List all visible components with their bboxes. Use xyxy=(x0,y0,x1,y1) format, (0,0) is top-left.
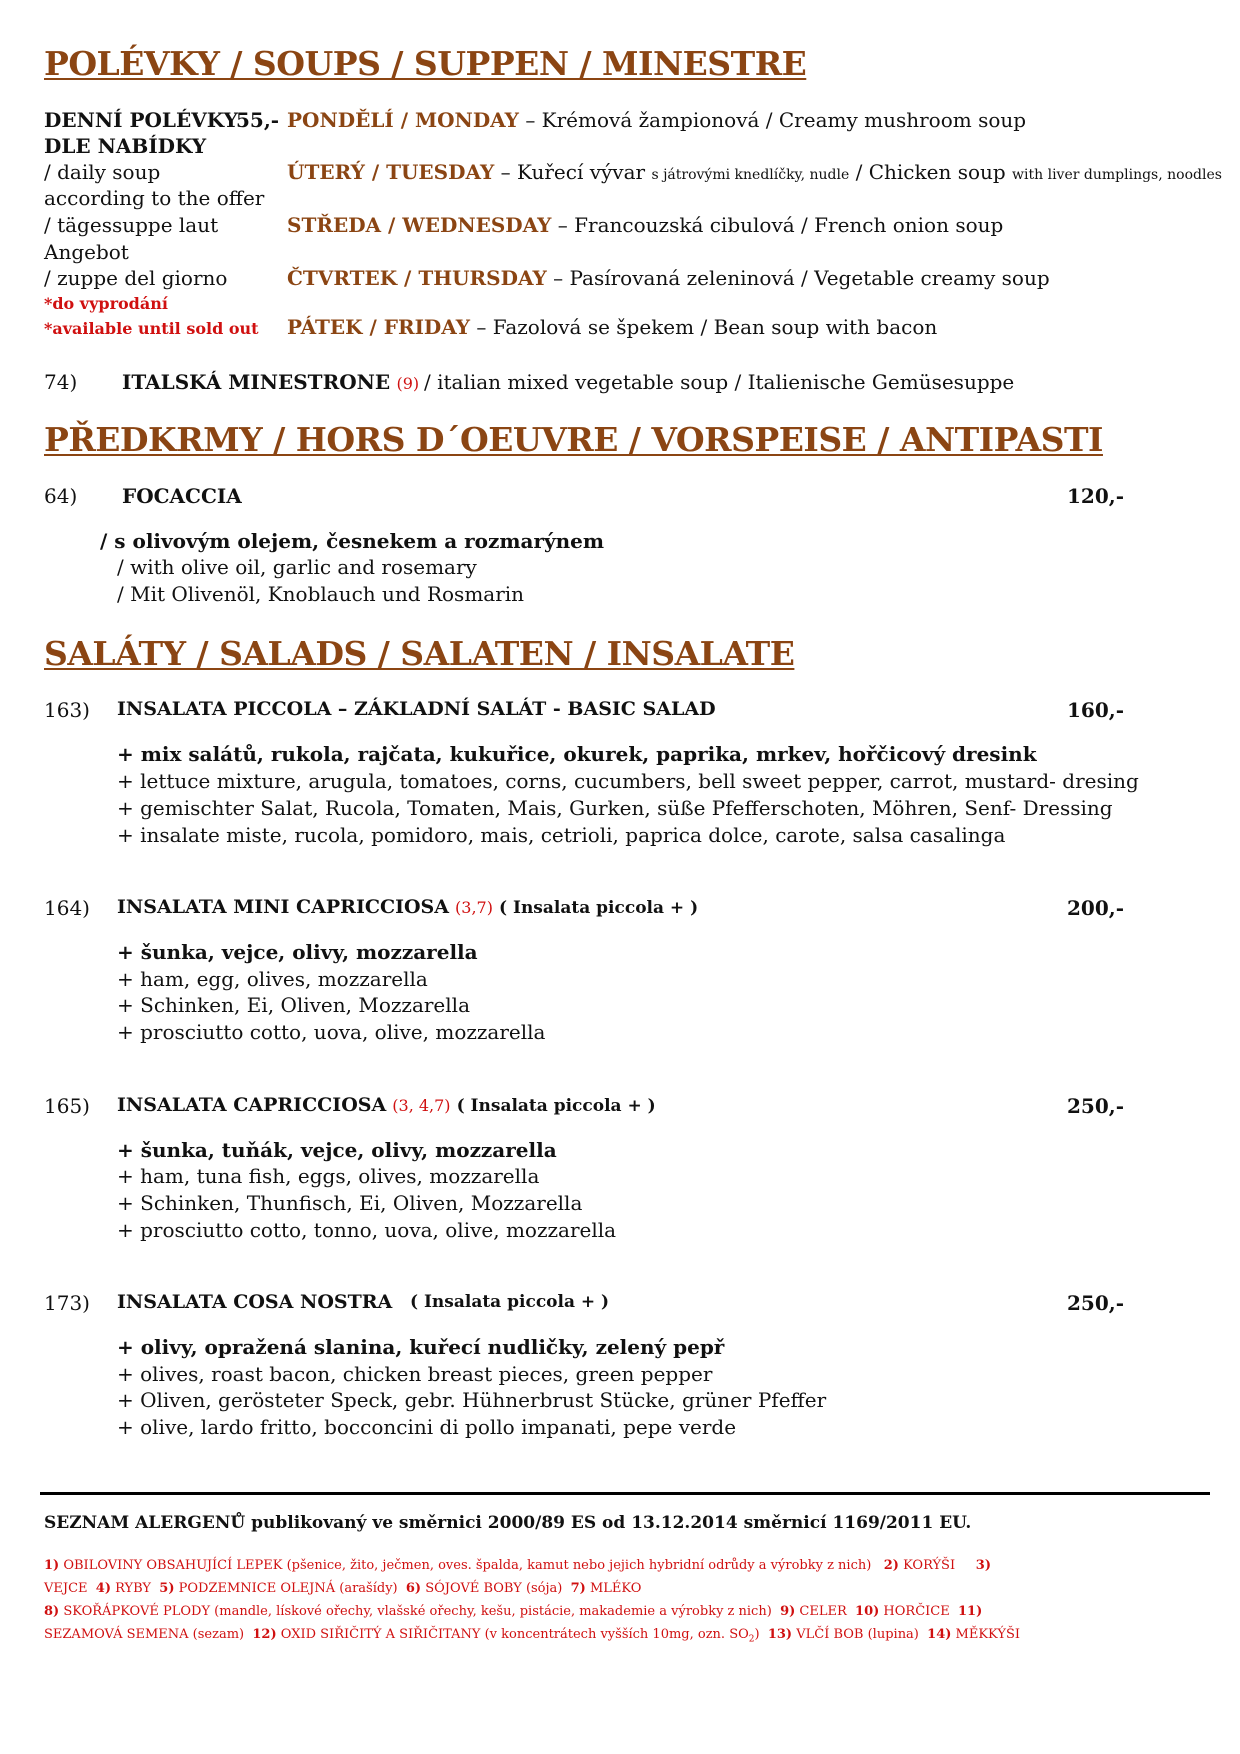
sold-out-note-cz: *do vyprodání xyxy=(44,294,168,313)
minestrone-desc: / italian mixed vegetable soup / Italienische Gemüsesuppe xyxy=(424,370,1015,394)
item-desc-line: + šunka, vejce, olivy, mozzarella xyxy=(117,940,478,964)
item-name: INSALATA PICCOLA – ZÁKLADNÍ SALÁT - BASIC SALAD xyxy=(117,698,716,720)
soup-day-wednesday: STŘEDA / WEDNESDAY – Francouzská cibulová / French onion soup xyxy=(287,213,1004,237)
soup-day-thursday: ČTVRTEK / THURSDAY – Pasírovaná zeleninová / Vegetable creamy soup xyxy=(287,266,1050,290)
item-desc-line: + ham, tuna fish, eggs, olives, mozzarella xyxy=(117,1164,540,1188)
daily-soup-price: 55,- xyxy=(236,108,280,132)
daily-soup-desc-line: according to the offer xyxy=(44,186,265,210)
item-name: INSALATA CAPRICCIOSA (3, 4,7) ( Insalata piccola + ) xyxy=(117,1094,656,1116)
daily-soup-title2: DLE NABÍDKY xyxy=(44,134,207,158)
item-price: 200,- xyxy=(1066,896,1124,920)
daily-soup-desc-line: / zuppe del giorno xyxy=(44,266,228,290)
item-name: FOCACCIA xyxy=(122,484,242,508)
item-name: INSALATA COSA NOSTRA xyxy=(117,1291,393,1313)
item-desc-line: + olives, roast bacon, chicken breast pieces, green pepper xyxy=(117,1362,713,1386)
item-desc-line: + olive, lardo fritto, bocconcini di pollo impanati, pepe verde xyxy=(117,1415,737,1439)
item-desc-line: + šunka, tuňák, vejce, olivy, mozzarella xyxy=(117,1138,557,1162)
soups-heading: POLÉVKY / SOUPS / SUPPEN / MINESTRE xyxy=(44,44,807,83)
item-desc-line: + insalate miste, rucola, pomidoro, mais, cetrioli, paprica dolce, carote, salsa casalinga xyxy=(117,823,1006,847)
item-number: 164) xyxy=(44,896,90,920)
minestrone-name: ITALSKÁ MINESTRONE (9) xyxy=(122,370,420,394)
item-desc-line: + prosciutto cotto, uova, olive, mozzarella xyxy=(117,1020,546,1044)
daily-soup-desc-line: / tägessuppe laut xyxy=(44,213,219,237)
item-desc-line: + mix salátů, rukola, rajčata, kukuřice, okurek, paprika, mrkev, hořčicový dresink xyxy=(117,742,1037,766)
allergen-line: VEJCE 4) RYBY 5) PODZEMNICE OLEJNÁ (arašídy) 6) SÓJOVÉ BOBY (sója) 7) MLÉKO xyxy=(44,1581,642,1596)
daily-soup-desc-line: / daily soup xyxy=(44,160,161,184)
item-price: 160,- xyxy=(1066,698,1124,722)
salads-heading: SALÁTY / SALADS / SALATEN / INSALATE xyxy=(44,634,795,673)
item-desc-line: + Schinken, Thunfisch, Ei, Oliven, Mozzarella xyxy=(117,1191,583,1215)
allergen-line: SEZAMOVÁ SEMENA (sezam) 12) OXID SIŘIČITÝ A SIŘIČITANY (v koncentrátech vyšších 10mg, ozn. $SO_2$) 13) VLČÍ BOB (lupina) 14) MĚKKÝŠI xyxy=(44,1627,1021,1645)
item-desc-line: + Oliven, gerösteter Speck, gebr. Hühnerbrust Stücke, grüner Pfeffer xyxy=(117,1388,827,1412)
sold-out-note-en: *available until sold out xyxy=(44,319,259,338)
item-desc-line: / with olive oil, garlic and rosemary xyxy=(117,555,477,579)
starters-heading: PŘEDKRMY / HORS D´OEUVRE / VORSPEISE / ANTIPASTI xyxy=(44,420,1103,459)
minestrone-number: 74) xyxy=(44,370,78,394)
item-desc-line: + ham, egg, olives, mozzarella xyxy=(117,967,428,991)
daily-soup-title: DENNÍ POLÉVKY xyxy=(44,108,238,132)
item-desc-line: + prosciutto cotto, tonno, uova, olive, mozzarella xyxy=(117,1218,617,1242)
item-desc-line: + gemischter Salat, Rucola, Tomaten, Mais, Gurken, süße Pfefferschoten, Möhren, Senf- Dressing xyxy=(117,796,1113,820)
item-desc-line: + lettuce mixture, arugula, tomatoes, corns, cucumbers, bell sweet pepper, carrot, mustard- dresing xyxy=(117,769,1139,793)
item-price: 250,- xyxy=(1066,1291,1124,1315)
item-desc-line: + olivy, opražená slanina, kuřecí nudličky, zelený pepř xyxy=(117,1335,725,1359)
item-number: 165) xyxy=(44,1094,90,1118)
item-name: INSALATA MINI CAPRICCIOSA (3,7) ( Insalata piccola + ) xyxy=(117,896,699,918)
item-number: 64) xyxy=(44,484,78,508)
item-number: 163) xyxy=(44,698,90,722)
soup-day-monday: PONDĚLÍ / MONDAY – Krémová žampionová / Creamy mushroom soup xyxy=(287,108,1027,132)
soup-day-friday: PÁTEK / FRIDAY – Fazolová se špekem / Bean soup with bacon xyxy=(287,315,938,339)
allergen-list-title: SEZNAM ALERGENŮ publikovaný ve směrnici 2000/89 ES od 13.12.2014 směrnicí 1169/2011 EU. xyxy=(44,1513,972,1533)
item-extra: ( Insalata piccola + ) xyxy=(410,1292,610,1312)
daily-soup-desc-line: Angebot xyxy=(44,240,129,264)
item-desc-line: / Mit Olivenöl, Knoblauch und Rosmarin xyxy=(117,582,525,606)
item-price: 250,- xyxy=(1066,1094,1124,1118)
soup-day-tuesday: ÚTERÝ / TUESDAY – Kuřecí vývar s játrovými knedlíčky, nudle / Chicken soup with liver dumplings, noodles xyxy=(287,160,1222,184)
item-desc-line: + Schinken, Ei, Oliven, Mozzarella xyxy=(117,993,470,1017)
item-price: 120,- xyxy=(1066,484,1124,508)
item-number: 173) xyxy=(44,1291,90,1315)
allergen-line: 8) SKOŘÁPKOVÉ PLODY (mandle, lískové ořechy, vlašské ořechy, kešu, pistácie, makademie a výrobky z nich) 9) CELER 10) HORČICE 11) xyxy=(44,1604,983,1619)
allergen-line: 1) OBILOVINY OBSAHUJÍCÍ LEPEK (pšenice, žito, ječmen, oves. špalda, kamut nebo jejich hybridní odrůdy a výrobky z nich) 2) KORÝŠI 3) xyxy=(44,1558,991,1573)
item-desc-line: / s olivovým olejem, česnekem a rozmarýnem xyxy=(100,529,605,553)
footer-divider xyxy=(40,1492,1210,1495)
